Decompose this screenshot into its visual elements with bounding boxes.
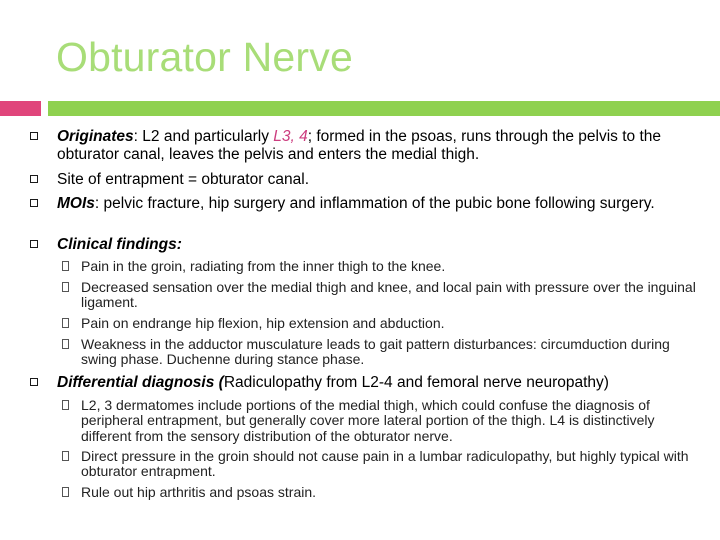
differential-item-text: Direct pressure in the groin should not cause pain in a lumbar radiculopathy, but highly typical with obturator entrapment. bbox=[81, 448, 689, 480]
square-bullet-icon bbox=[30, 378, 38, 386]
sub-bullet-icon bbox=[62, 261, 69, 271]
originates-text-b: ; formed in the psoas, runs through the pelvis to the obturator canal, leaves the pelvis and enters the medial thigh. bbox=[57, 128, 661, 163]
sub-bullet-icon bbox=[62, 451, 69, 461]
differential-item-text: L2, 3 dermatomes include portions of the medial thigh, which could confuse the diagnosis of peripheral entrapment, but generally cover more lateral portion of the thigh. L4 is distinctively different from the sensory distribution of the obturator nerve. bbox=[81, 397, 655, 444]
square-bullet-icon bbox=[30, 175, 38, 183]
clinical-label: Clinical findings: bbox=[57, 236, 182, 253]
clinical-item bbox=[81, 259, 706, 274]
square-bullet-icon bbox=[30, 199, 38, 207]
accent-bar-green bbox=[48, 101, 720, 116]
bullet-clinical bbox=[57, 236, 697, 254]
bullet-differential bbox=[57, 374, 697, 392]
differential-item bbox=[81, 449, 706, 480]
differential-item-text: Rule out hip arthritis and psoas strain. bbox=[81, 484, 317, 500]
sub-bullet-icon bbox=[62, 400, 69, 410]
bullet-originates bbox=[57, 128, 697, 163]
mois-label: MOIs bbox=[57, 195, 95, 212]
accent-bar-pink bbox=[0, 101, 41, 116]
sub-bullet-icon bbox=[62, 318, 69, 328]
sub-bullet-icon bbox=[62, 282, 69, 292]
mois-text: : pelvic fracture, hip surgery and inflammation of the pubic bone following surgery. bbox=[94, 195, 655, 212]
sub-bullet-icon bbox=[62, 339, 69, 349]
clinical-item-text: Weakness in the adductor musculature leads to gait pattern disturbances: circumduction during swing phase. Duchenne during stance phase. bbox=[81, 336, 670, 368]
entrapment-text: Site of entrapment = obturator canal. bbox=[57, 171, 310, 188]
square-bullet-icon bbox=[30, 240, 38, 248]
differential-item bbox=[81, 485, 706, 500]
bullet-mois bbox=[57, 195, 697, 213]
clinical-item-text: Decreased sensation over the medial thigh and knee, and local pain with pressure over the inguinal ligament. bbox=[81, 279, 696, 311]
originates-label: Originates bbox=[57, 128, 134, 145]
clinical-item bbox=[81, 337, 706, 368]
originates-text-a: : L2 and particularly bbox=[133, 128, 274, 145]
sub-bullet-icon bbox=[62, 487, 69, 497]
clinical-item-text: Pain in the groin, radiating from the inner thigh to the knee. bbox=[81, 258, 446, 274]
clinical-item-text: Pain on endrange hip flexion, hip extension and abduction. bbox=[81, 315, 445, 331]
bullet-entrapment bbox=[57, 171, 697, 189]
differential-text: Radiculopathy from L2-4 and femoral nerve neuropathy) bbox=[223, 374, 609, 391]
originates-highlight: L3, 4 bbox=[273, 128, 308, 145]
clinical-item bbox=[81, 316, 706, 331]
differential-item bbox=[81, 398, 706, 444]
square-bullet-icon bbox=[30, 132, 38, 140]
slide-title: Obturator Nerve bbox=[56, 34, 353, 80]
clinical-item bbox=[81, 280, 706, 311]
differential-label: Differential diagnosis ( bbox=[57, 374, 224, 391]
